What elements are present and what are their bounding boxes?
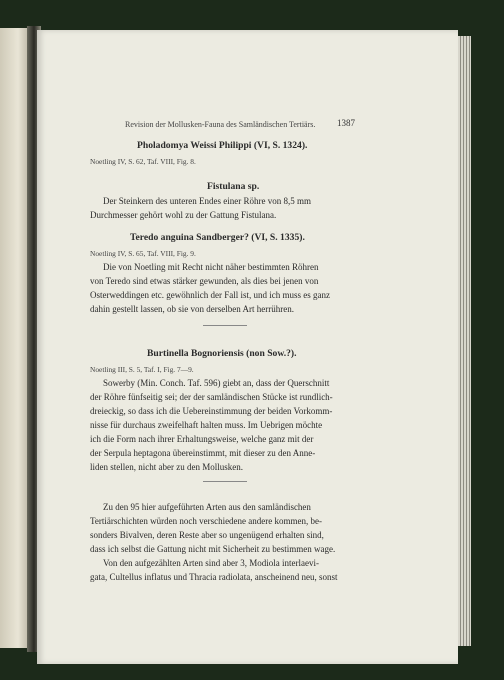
body-line: Sowerby (Min. Conch. Taf. 596) giebt an, dass der Querschnitt	[103, 378, 330, 388]
section-heading: Pholadomya Weissi Philippi (VI, S. 1324).	[137, 140, 308, 151]
page-number: 1387	[337, 118, 355, 128]
section-reference: Noetling III, S. 5, Taf. I, Fig. 7—9.	[90, 365, 194, 374]
body-line: Durchmesser gehört wohl zu der Gattung Fistulana.	[90, 210, 277, 220]
section-divider	[203, 481, 247, 482]
section-heading: Fistulana sp.	[207, 181, 260, 192]
body-line: Zu den 95 hier aufgeführten Arten aus den samländischen	[103, 502, 311, 512]
body-line: dahin gestellt lassen, ob sie von derselben Art herrühren.	[90, 304, 294, 314]
section-reference: Noetling IV, S. 62, Taf. VIII, Fig. 8.	[90, 157, 196, 166]
body-line: dreieckig, so dass ich die Uebereinstimmung der beiden Vorkomm-	[90, 406, 333, 416]
body-line: sonders Bivalven, deren Reste aber so ungenügend erhalten sind,	[90, 530, 324, 540]
body-line: der Röhre fünfseitig sei; der der samländischen Stücke ist rundlich-	[90, 392, 333, 402]
section-reference: Noetling IV, S. 65, Taf. VIII, Fig. 9.	[90, 249, 196, 258]
body-line: liden stellen, nicht aber zu den Mollusken.	[90, 462, 243, 472]
body-line: von Teredo sind etwas stärker gewunden, als dies bei jenen von	[90, 276, 319, 286]
running-header: Revision der Mollusken-Fauna des Samländischen Tertiärs.	[125, 120, 316, 129]
body-line: ich die Form nach ihrer Erhaltungsweise, welche ganz mit der	[90, 434, 314, 444]
body-line: Der Steinkern des unteren Endes einer Röhre von 8,5 mm	[103, 196, 311, 206]
book-page	[37, 30, 458, 664]
body-line: Tertiärschichten würden noch verschiedene andere kommen, be-	[90, 516, 323, 526]
section-heading: Burtinella Bognoriensis (non Sow.?).	[147, 348, 297, 359]
body-line: dass ich selbst die Gattung nicht mit Sicherheit zu bestimmen wage.	[90, 544, 336, 554]
body-line: Die von Noetling mit Recht nicht näher bestimmten Röhren	[103, 262, 319, 272]
body-line: gata, Cultellus inflatus und Thracia radiolata, anscheinend neu, sonst	[90, 572, 338, 582]
body-line: nisse für durchaus zweifelhaft halten muss. Im Uebrigen möchte	[90, 420, 323, 430]
facing-page-edge	[0, 28, 30, 648]
body-line: der Serpula heptagona übereinstimmt, mit dieser zu den Anne-	[90, 448, 316, 458]
body-line: Osterweddingen etc. gewöhnlich der Fall ist, und ich muss es ganz	[90, 290, 330, 300]
section-divider	[203, 325, 247, 326]
body-line: Von den aufgezählten Arten sind aber 3, Modiola interlaevi-	[103, 558, 320, 568]
section-heading: Teredo anguina Sandberger? (VI, S. 1335).	[130, 232, 305, 243]
